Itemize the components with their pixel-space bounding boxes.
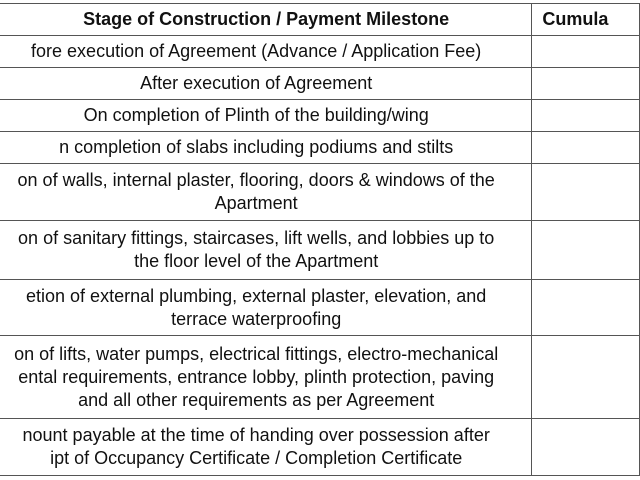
- header-stage: Stage of Construction / Payment Milestone: [0, 4, 532, 36]
- milestone-text-line-3: and all other requirements as per Agreement: [78, 389, 435, 410]
- cumulative-cell: [532, 100, 640, 132]
- table-row: [0, 68, 640, 100]
- milestone-cell: [0, 36, 532, 68]
- cumulative-cell: [532, 221, 640, 280]
- cumulative-cell: [532, 419, 640, 476]
- milestone-cell: [0, 221, 532, 280]
- milestone-text-line-1: nount payable at the time of handing over possession after: [22, 425, 490, 445]
- header-row: [0, 4, 640, 36]
- cumulative-cell: [532, 132, 640, 164]
- table-row: [0, 221, 640, 280]
- milestone-text: After execution of Agreement: [140, 73, 373, 93]
- milestone-cell: [0, 336, 532, 419]
- milestone-text: n completion of slabs including podiums and stilts: [59, 137, 454, 157]
- table-row: [0, 280, 640, 336]
- table-row: [0, 36, 640, 68]
- milestone-text-line-1: etion of external plumbing, external plaster, elevation, and: [26, 285, 487, 306]
- milestone-cell: [0, 100, 532, 132]
- milestone-text-line-2: Apartment: [214, 193, 298, 213]
- milestone-text: fore execution of Agreement (Advance / Application Fee): [31, 41, 482, 61]
- table-row: [0, 100, 640, 132]
- milestone-cell: [0, 68, 532, 100]
- cumulative-cell: [532, 164, 640, 221]
- table-row: [0, 336, 640, 419]
- milestone-text-line-2: ental requirements, entrance lobby, plinth protection, paving: [18, 366, 495, 387]
- milestone-cell: [0, 132, 532, 164]
- table-row: [0, 419, 640, 476]
- payment-milestone-table-container: [0, 3, 640, 476]
- milestone-text-line-2: the floor level of the Apartment: [134, 251, 379, 271]
- table-row: [0, 164, 640, 221]
- payment-milestone-table: [0, 3, 640, 476]
- milestone-cell: [0, 280, 532, 336]
- header-cumulative: Cumula: [532, 4, 640, 36]
- cumulative-cell: [532, 336, 640, 419]
- milestone-cell: [0, 164, 532, 221]
- milestone-text-line-1: on of lifts, water pumps, electrical fittings, electro-mechanical: [14, 343, 499, 364]
- milestone-text-line-2: terrace waterproofing: [171, 308, 342, 329]
- milestone-text-line-2: ipt of Occupancy Certificate / Completion Certificate: [50, 448, 463, 468]
- milestone-text-line-1: on of sanitary fittings, staircases, lift wells, and lobbies up to: [18, 228, 495, 248]
- milestone-text-line-1: on of walls, internal plaster, flooring, doors & windows of the: [17, 170, 495, 190]
- cumulative-cell: [532, 68, 640, 100]
- milestone-text: On completion of Plinth of the building/wing: [83, 105, 429, 125]
- milestone-cell: [0, 419, 532, 476]
- cumulative-cell: [532, 36, 640, 68]
- cumulative-cell: [532, 280, 640, 336]
- table-row: [0, 132, 640, 164]
